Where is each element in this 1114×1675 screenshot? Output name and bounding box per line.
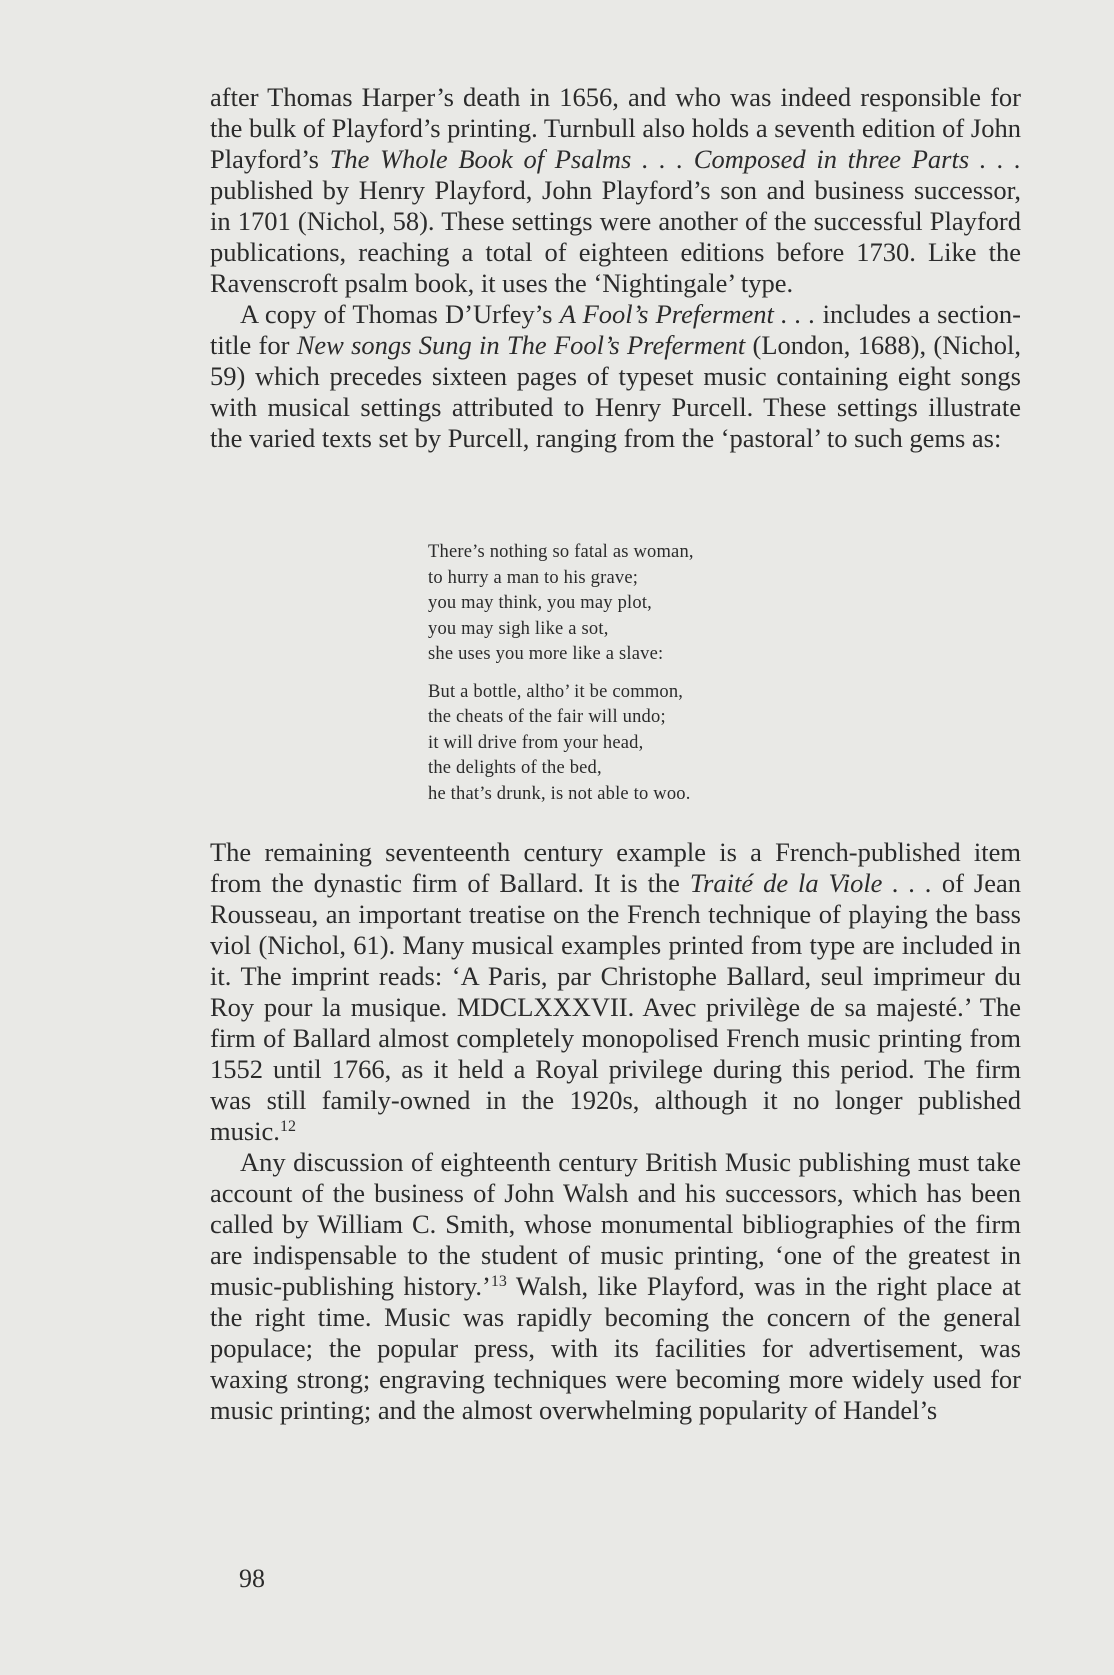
verse-line: he that’s drunk, is not able to woo.: [428, 783, 691, 804]
text-run: of Jean Rousseau, an important treatise on the French technique of playing the bass viol (Nichol, 61). Many musical examples printed from type are included in it. The imprint reads: ‘A Paris, par Christophe Ballard, seul imprimeur du Roy pour la musique. MDCLXXXVII. Avec privilège de sa majesté.’ The firm of Ballard almost completely monopolised French music printing from 1552 until 1766, as it held a Royal privilege during this period. The firm was still family-owned in the 1920s, although it no longer published music.: [210, 868, 1021, 1146]
book-title-new-songs: New songs Sung in The Fool’s Preferment: [296, 330, 746, 360]
page-number: 98: [239, 1564, 265, 1593]
paragraph-durfey: [210, 299, 1021, 454]
text-run: published by Henry Playford, John Playford’s son and business successor, in 1701 (Nichol, 58). These settings were another of the successful Playford publications, reaching a total of eighteen editions before 1730. Like the Ravenscroft psalm book, it uses the ‘Nightingale’ type.: [210, 175, 1021, 298]
text-run: The remaining seventeenth century example is a French-published item from the dynastic firm of Ballard. It is the: [210, 837, 1021, 898]
text-run: A copy of Thomas D’Urfey’s: [240, 299, 560, 329]
stanza: [428, 680, 868, 808]
verse-line: you may sigh like a sot,: [428, 618, 609, 639]
verse-line: There’s nothing so fatal as woman,: [428, 542, 694, 562]
paragraph-ballard: [210, 837, 1021, 1147]
book-title-traite-de-la-viole: Traité de la Viole . . .: [689, 868, 933, 898]
text-run: Walsh, like Playford, was in the right place at the right time. Music was rapidly becoming the concern of the general populace; the popular press, with its facilities for advertisement, was waxing strong; engraving techniques were becoming more widely used for music printing; and the almost overwhelming popularity of Handel’s: [210, 1271, 1021, 1425]
body-text-upper: [210, 82, 1021, 454]
verse-line: to hurry a man to his grave;: [428, 567, 639, 588]
text-run: (London, 1688), (Nichol, 59) which precedes sixteen pages of typeset music containing eight songs with musical settings attributed to Henry Purcell. These settings illustrate the varied texts set by Purcell, ranging from the ‘pastoral’ to such gems as:: [210, 330, 1021, 453]
text-run: after Thomas Harper’s death in 1656, and who was indeed responsible for the bulk of Playford’s printing. Turnbull also holds a seventh edition of John Playford’s: [210, 82, 1021, 174]
verse-line: the cheats of the fair will undo;: [428, 707, 666, 727]
verse-line: you may think, you may plot,: [428, 593, 652, 613]
verse-line: the delights of the bed,: [428, 758, 602, 778]
footnote-marker: 12: [279, 1118, 296, 1135]
verse-line: But a bottle, altho’ it be common,: [428, 681, 684, 702]
verse-line: she uses you more like a slave:: [428, 644, 664, 664]
footnote-marker: 13: [490, 1273, 507, 1290]
body-text-lower: [210, 837, 1021, 1426]
verse-line: it will drive from your head,: [428, 732, 644, 753]
stanza: [428, 540, 868, 668]
paragraph-walsh: [210, 1147, 1021, 1426]
paragraph-harper: [210, 82, 1021, 299]
song-quotation: [428, 540, 868, 819]
text-run: includes a section-title for: [210, 299, 1021, 360]
book-title-whole-book-of-psalms: The Whole Book of Psalms . . . Composed in three Parts . . .: [329, 144, 1021, 174]
text-run: Any discussion of eighteenth century British Music publishing must take account of the business of John Walsh and his successors, which has been called by William C. Smith, whose monumental bibliographies of the firm are indispensable to the student of music printing, ‘one of the greatest in music-publishing history.’: [210, 1147, 1021, 1301]
book-title-fools-preferment: A Fool’s Preferment . . .: [559, 299, 816, 329]
